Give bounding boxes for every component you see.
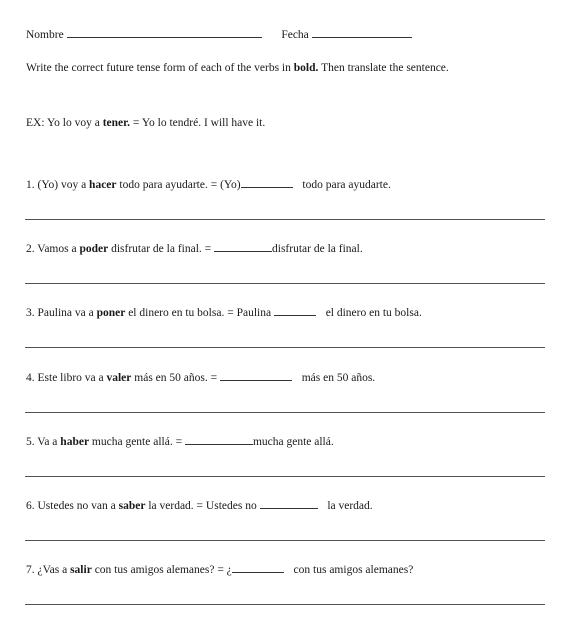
translation-line[interactable] (25, 540, 545, 541)
item-post: con tus amigos alemanes? (293, 564, 414, 576)
translation-line[interactable] (25, 604, 545, 605)
item-number: 3. (26, 307, 35, 319)
example-pre: EX: Yo lo voy a (26, 117, 100, 129)
translation-line[interactable] (25, 283, 545, 284)
item-post: más en 50 años. (301, 372, 376, 384)
item-7 (26, 562, 413, 576)
item-pre: Vamos a (37, 243, 77, 255)
example (26, 117, 265, 129)
translation-line[interactable] (25, 347, 545, 348)
item-pre: Ustedes no van a (37, 500, 116, 512)
item-mid: el dinero en tu bolsa. = Paulina (128, 307, 272, 319)
item-mid: mucha gente allá. = (91, 436, 183, 448)
item-post: mucha gente allá. (252, 436, 334, 448)
example-verb: tener. (102, 117, 131, 129)
item-number: 2. (26, 243, 35, 255)
item-mid: más en 50 años. = (134, 372, 218, 384)
item-number: 4. (26, 372, 35, 384)
date-label: Fecha (281, 29, 309, 41)
item-verb: poder (79, 243, 109, 255)
item-mid: la verdad. = Ustedes no (148, 500, 257, 512)
instructions (26, 62, 449, 74)
item-mid: disfrutar de la final. = (111, 243, 212, 255)
item-number: 1. (26, 179, 35, 191)
item-verb: hacer (89, 179, 117, 191)
fill-blank[interactable] (185, 434, 253, 445)
fill-blank[interactable] (220, 370, 292, 381)
item-mid: con tus amigos alemanes? = ¿ (94, 564, 232, 576)
item-pre: Va a (37, 436, 58, 448)
item-pre: Paulina va a (37, 307, 94, 319)
item-pre: ¿Vas a (37, 564, 68, 576)
item-post: la verdad. (327, 500, 373, 512)
fill-blank[interactable] (274, 305, 316, 316)
item-number: 7. (26, 564, 35, 576)
item-number: 5. (26, 436, 35, 448)
name-blank[interactable] (67, 27, 262, 38)
item-verb: salir (70, 564, 92, 576)
translation-line[interactable] (25, 476, 545, 477)
translation-line[interactable] (25, 219, 545, 220)
header-row (26, 27, 412, 41)
fill-blank[interactable] (232, 562, 284, 573)
item-post: el dinero en tu bolsa. (325, 307, 422, 319)
name-label: Nombre (26, 29, 64, 41)
item-verb: valer (106, 372, 132, 384)
fill-blank[interactable] (214, 241, 272, 252)
item-4 (26, 370, 375, 384)
fill-blank[interactable] (260, 498, 318, 509)
translation-line[interactable] (25, 412, 545, 413)
example-post: = Yo lo tendré. I will have it. (132, 117, 266, 129)
instructions-text: Write the correct future tense form of each of the verbs in (26, 62, 291, 74)
item-verb: haber (60, 436, 90, 448)
instructions-bold: bold. (293, 62, 319, 74)
item-number: 6. (26, 500, 35, 512)
item-5 (26, 434, 334, 448)
instructions-text-2: Then translate the sentence. (321, 62, 449, 74)
item-pre: (Yo) voy a (37, 179, 87, 191)
item-6 (26, 498, 373, 512)
date-blank[interactable] (312, 27, 412, 38)
item-verb: saber (118, 500, 146, 512)
fill-blank[interactable] (241, 177, 293, 188)
item-post: todo para ayudarte. (302, 179, 391, 191)
item-post: disfrutar de la final. (272, 243, 363, 255)
item-verb: poner (96, 307, 126, 319)
item-2 (26, 241, 363, 255)
item-1 (26, 177, 391, 191)
item-3 (26, 305, 422, 319)
item-mid: todo para ayudarte. = (Yo) (119, 179, 241, 191)
item-pre: Este libro va a (37, 372, 104, 384)
